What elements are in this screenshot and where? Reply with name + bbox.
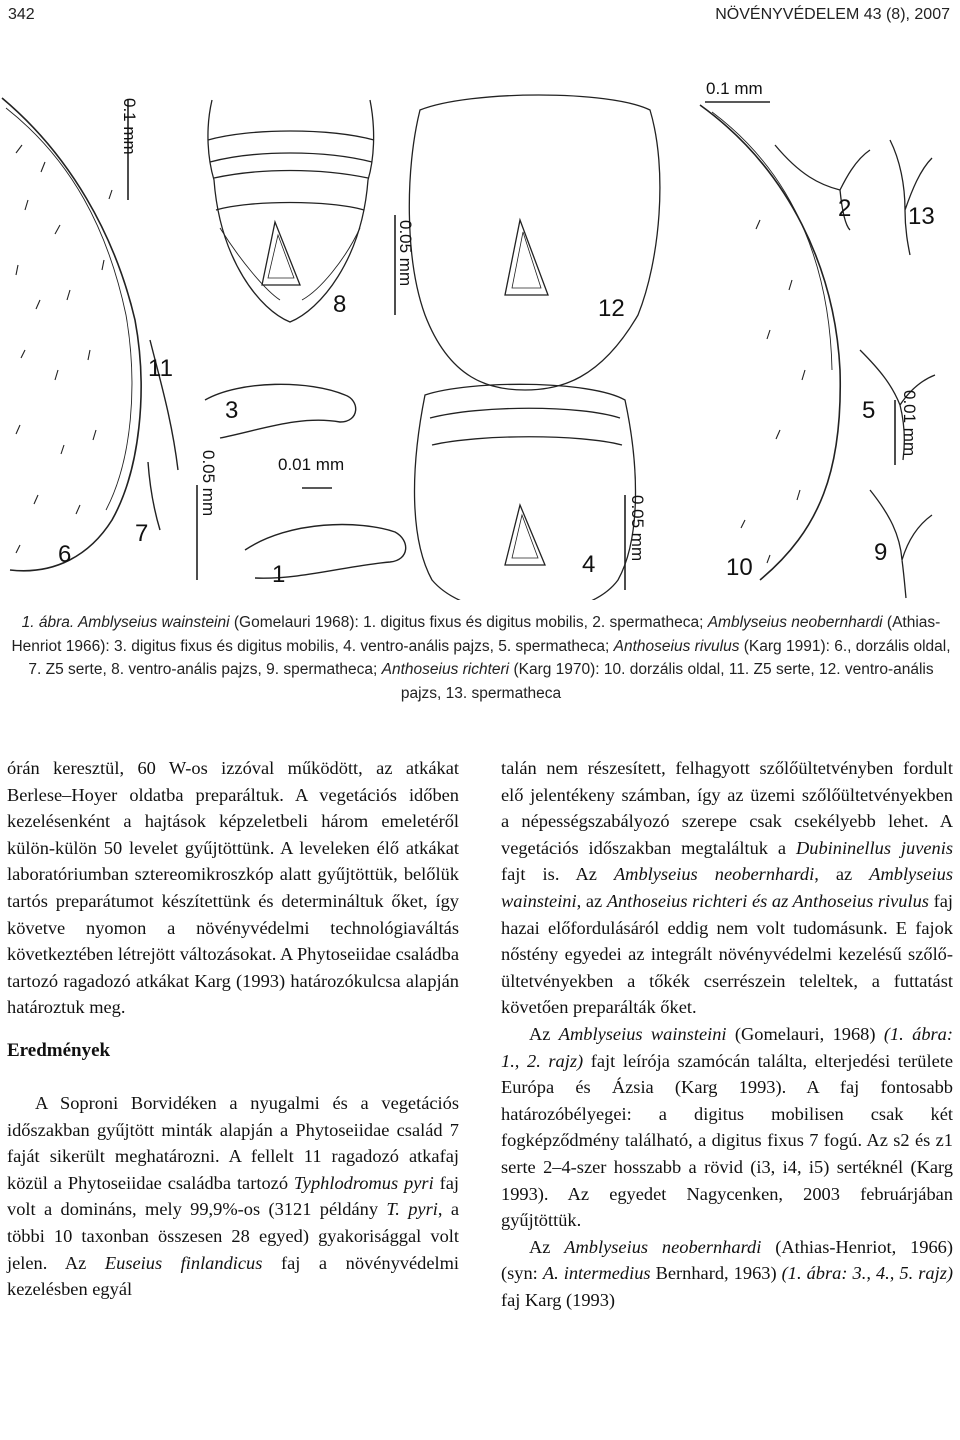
left-paragraph-2 [7,1090,459,1303]
species-name: Dubininellus juvenis [795,837,953,858]
text-run: faj hazai előfordulásáról eddig nem volt tudomásunk. E fajok nőstény egyedei az integrált növényvédelmi kezelésű szőlőültetvényekben a tőkék cserrészein teleltek, a futtatást követően preparálták őket. [501,890,953,1018]
text-run: Bernhard, 1963) [650,1263,782,1284]
drawing-number-6: 6 [58,541,72,568]
drawing-6-setae [16,145,112,553]
text-run: fajt leírója szamócán találta, elterjedési területe Európa és Ázsia (Karg 1993). A faj fontosabb határozóbélyegei: a digitus mobilisen csak két fogképződmény található, a digitus fixus 7 fogú. Az s2 és z1 serte 2–4-szer hosszabb a rövid (i3, i4, i5) sertéknél (Karg 1993). Az egyedet Nagycenken, 2003 februárjában gyűjtöttük. [501,1050,954,1231]
scale-label-s4: 0.01 mm [278,455,345,474]
species-name: A. intermedius [542,1263,651,1284]
running-header [8,6,950,30]
drawing-number-13: 13 [908,203,935,230]
drawing-number-2: 2 [838,195,852,222]
text-run: Az [529,1236,565,1257]
text-run: , az [576,890,607,911]
right-paragraph-2 [501,1021,953,1234]
text-run: faj a növényvédelmi kezelésben egyál [7,1252,460,1300]
drawing-7-z5-seta [148,462,160,530]
caption-text-1: (Gomelauri 1968): 1. digitus fixus és digitus mobilis, 2. spermatheca; [229,614,708,631]
figure-1-drawings [0,50,960,600]
drawing-number-12: 12 [598,295,625,322]
right-column [501,755,953,1313]
scale-label-s5: 0.05 mm [628,495,647,562]
species-name: Anthoseius richteri és az Anthoseius rivulus [606,890,929,911]
drawing-10-dorsal-shield [700,105,840,580]
text-run: fajt is. Az [501,864,614,885]
drawing-number-8: 8 [333,291,347,318]
right-paragraph-3 [501,1234,953,1314]
page-number: 342 [8,6,35,23]
caption-species-2: Amblyseius neobernhardi [707,614,883,631]
left-paragraph-1: órán keresztül, 60 W-os izzóval működött, az atkákat Berlese–Hoyer oldatba preparáltuk. A vegetációs időben kezelésenként a hajtások képzeletbeli három emeletéről külön-külön 50 levelet gyűjtöttünk. A leveleken élő atkákat laboratóriumban sztereomikroszkóp alatt gyűjtöttük, belőlük tartós preparátumot készítettünk és determináltuk őket, így követve nyomon a növényvédelmi technológiaváltás következtében létrejött változásokat. A Phytoseiidae családba tartozó ragadozó atkákat Karg (1993) határozókulcsa alapján határoztuk meg. [7,758,459,1018]
caption-species-1: 1. ábra. Amblyseius wainsteini [21,614,230,631]
scale-label-s6: 0.1 mm [706,79,763,98]
species-name: T. pyri [386,1199,438,1220]
journal-title: NÖVÉNYVÉDELEM 43 (8), 2007 [715,6,950,23]
drawing-number-7: 7 [135,520,149,547]
drawing-number-1: 1 [272,561,286,588]
drawing-number-10: 10 [726,554,753,581]
text-run: A Soproni Borvidéken a nyugalmi és a vegetációs időszakban gyűjtött minták alapján a Phytoseiidae család 7 faját sikerült meghatározni. A fellelt 11 ragadozó atkafaj közül a Phytoseiidae családba tartozó [7,1092,459,1193]
scale-label-s2: 0.05 mm [396,220,415,287]
section-heading: Eredmények [7,1039,111,1061]
text-run: , a többi 10 taxonban összesen 28 egyed) gyakorisággal volt jelen. Az [7,1199,459,1273]
drawing-2-spermatheca [775,145,870,230]
text-run: , az [814,864,870,885]
text-run: Az [529,1023,559,1044]
caption-text-2: (Athias-Henriot 1966): 3. digitus fixus és digitus mobilis, 4. ventro-anális pajzs, 5. spermatheca; [11,614,941,655]
caption-species-3: Anthoseius rivulus [613,637,740,655]
drawing-4-ventro-anal-shield [415,384,636,600]
drawing-number-4: 4 [582,551,596,578]
right-paragraph-1 [501,755,953,1021]
text-run: talán nem részesített, felhagyott szőlőültetvényben fordult elő jelentékeny számban, így az üzemi szőlőültetvényekben a népességszabályozó szerepe csak csekélyebb lehet. A vegetációs időszakban megtaláltuk a [501,758,953,858]
scale-label-s3: 0.05 mm [199,450,218,517]
species-name: Amblyseius neobernhardi [564,1236,762,1257]
text-run: faj Karg (1993) [501,1289,616,1310]
drawing-6-dorsal-shield [2,98,141,571]
drawing-number-9: 9 [874,539,888,566]
drawing-8-ventro-anal-shield [208,100,374,322]
species-name: Amblyseius wainsteini [558,1023,727,1044]
drawing-13-spermatheca [890,140,932,255]
species-name: Euseius finlandicus [104,1252,263,1273]
caption-text-3: (Karg 1991): 6., dorzális oldal, 7. Z5 serte, 8. ventro-anális pajzs, 9. spermatheca; [28,637,951,678]
figure-reference: (1. ábra: 1., 2. rajz) [501,1023,953,1071]
drawing-12-ventro-anal-shield [409,95,660,390]
text-run: faj volt a domináns, mely 99,9%-os (3121 példány [7,1172,459,1220]
drawing-1-chelicera [245,525,406,579]
figure-reference: (1. ábra: 3., 4., 5. rajz) [781,1263,953,1284]
drawing-10-setae [741,220,805,563]
caption-text-4: (Karg 1970): 10. dorzális oldal, 11. Z5 serte, 12. ventro-anális pajzs, 13. spermatheca [400,661,934,702]
species-name: Amblyseius wainsteini [501,864,953,911]
scale-label-s1: 0.1 mm [120,98,139,155]
left-column [7,755,459,1303]
drawing-number-5: 5 [862,397,876,424]
caption-species-4: Anthoseius richteri [381,661,510,678]
species-name: Amblyseius neobernhardi [613,864,815,885]
text-run: (Gomelauri, 1968) [726,1023,884,1044]
species-name: Typhlodromus pyri [293,1172,434,1193]
text-run: (Athias-Henriot, 1966) (syn: [501,1236,954,1284]
drawing-number-3: 3 [225,397,239,424]
figure-caption [10,611,952,705]
scale-label-s7: 0.01 mm [900,390,919,457]
drawing-number-11: 11 [148,355,173,382]
